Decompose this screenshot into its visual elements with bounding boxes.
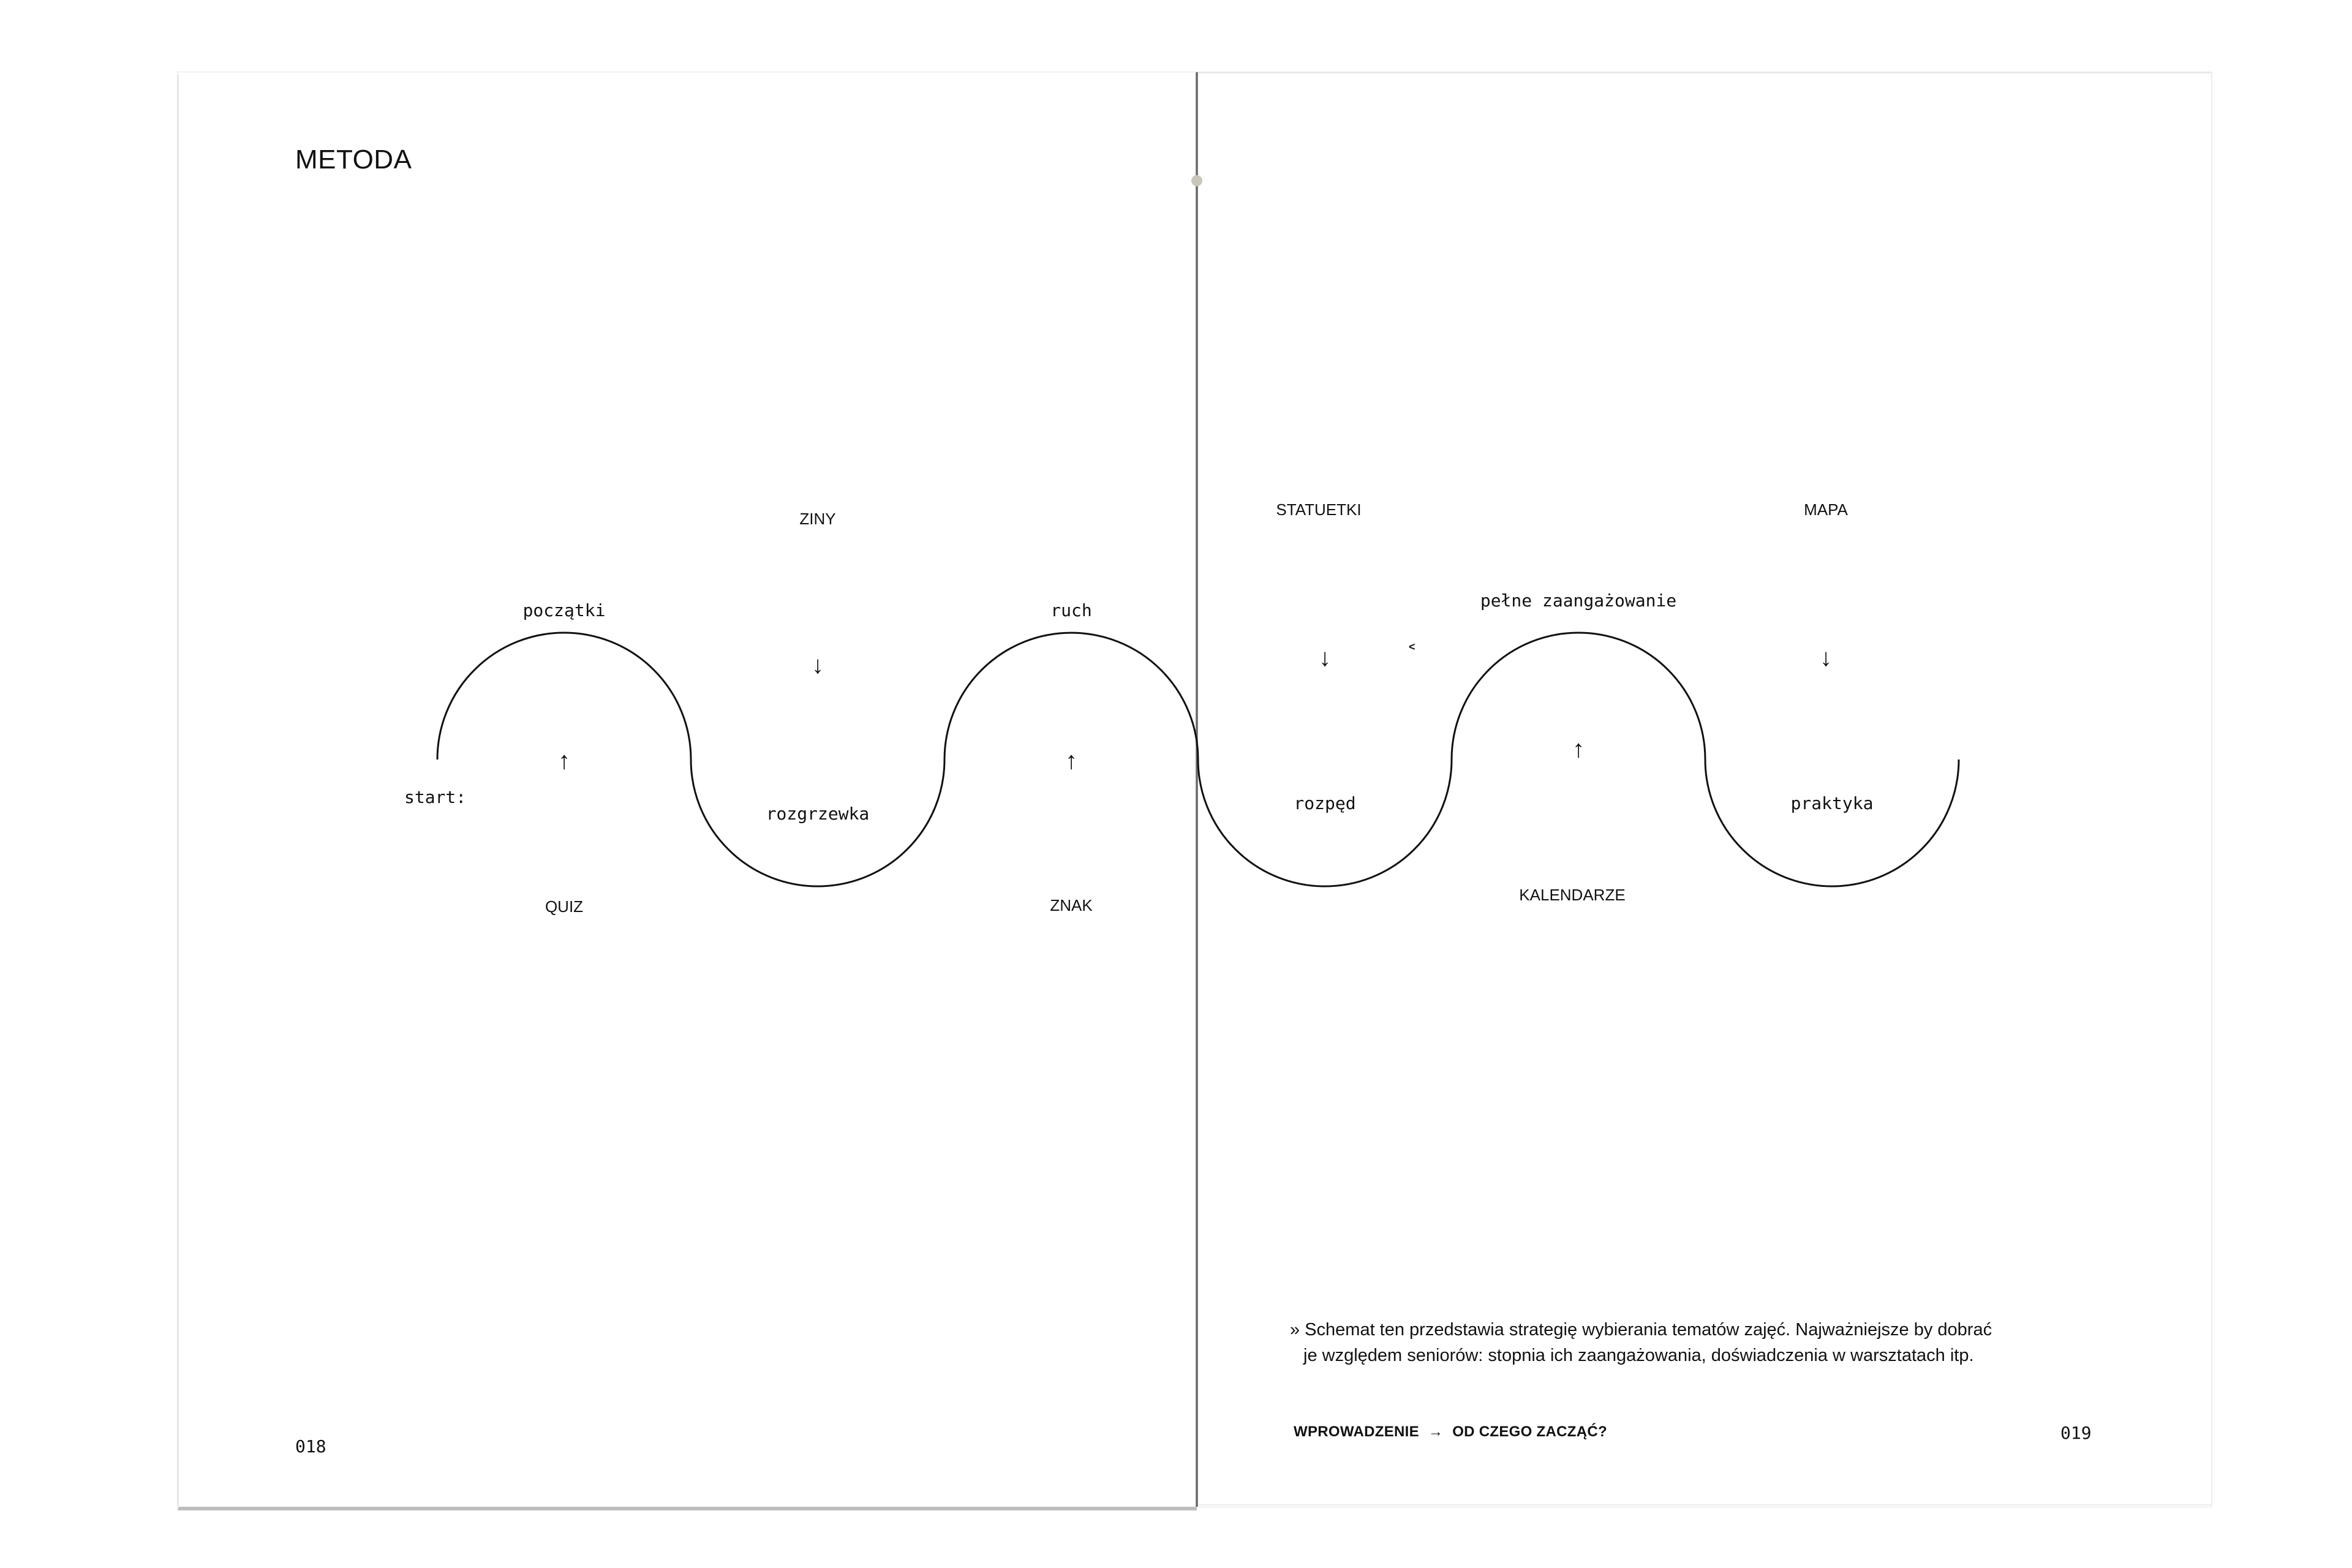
topic-label-mapa: MAPA bbox=[1804, 500, 1848, 519]
stage-label-rozped: rozpęd bbox=[1294, 793, 1356, 813]
page-number-left: 018 bbox=[295, 1436, 326, 1457]
page-heading: METODA bbox=[295, 145, 412, 175]
topic-label-quiz: QUIZ bbox=[545, 897, 584, 916]
note-line-1: » Schemat ten przedstawia strategię wybierania tematów zajęć. Najważniejsze by dobrać bbox=[1290, 1320, 1992, 1340]
topic-label-znak: ZNAK bbox=[1050, 896, 1093, 914]
stage-label-pelne-zaangazowanie: pełne zaangażowanie bbox=[1480, 590, 1677, 611]
running-footer bbox=[1294, 1423, 1607, 1441]
stage-label-praktyka: praktyka bbox=[1790, 793, 1874, 813]
arrow-down-icon: ↓ bbox=[1319, 644, 1331, 671]
arrow-up-icon: ↑ bbox=[1572, 736, 1585, 763]
stage-label-ruch: ruch bbox=[1050, 600, 1092, 620]
diagram-note bbox=[1290, 1317, 2098, 1368]
arrow-up-icon: ↑ bbox=[1065, 747, 1077, 774]
start-label: start: bbox=[404, 787, 467, 807]
page-number-right: 019 bbox=[2060, 1423, 2092, 1443]
topic-label-statuetki: STATUETKI bbox=[1276, 500, 1362, 519]
stage-label-poczatki: początki bbox=[522, 600, 606, 620]
arrow-down-icon: ↓ bbox=[1820, 644, 1832, 671]
topic-label-ziny: ZINY bbox=[799, 510, 836, 528]
footer-arrow-icon: → bbox=[1428, 1423, 1444, 1440]
small-mark: < bbox=[1409, 641, 1415, 653]
note-line-2: je względem seniorów: stopnia ich zaangażowania, doświadczenia w warsztatach itp. bbox=[1303, 1346, 1974, 1365]
arrow-down-icon: ↓ bbox=[812, 652, 824, 679]
footer-section: WPROWADZENIE bbox=[1294, 1423, 1419, 1440]
topic-label-kalendarze: KALENDARZE bbox=[1519, 886, 1626, 904]
arrow-up-icon: ↑ bbox=[558, 747, 570, 774]
footer-subsection: OD CZEGO ZACZĄĆ? bbox=[1452, 1423, 1607, 1440]
stage-label-rozgrzewka: rozgrzewka bbox=[766, 804, 870, 824]
